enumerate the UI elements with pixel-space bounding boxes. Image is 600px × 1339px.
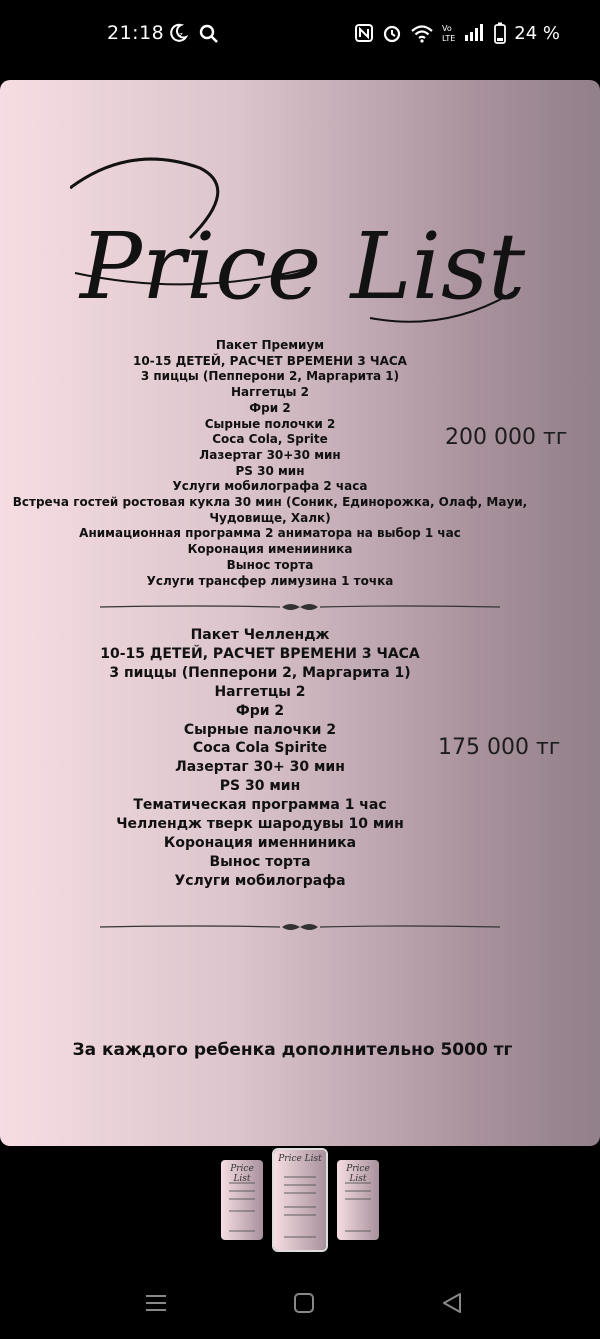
package-line: Анимационная программа 2 аниматора на выбор 1 час	[79, 526, 461, 541]
wifi-icon	[410, 23, 434, 43]
battery-percent: 24 %	[514, 22, 560, 44]
volte-icon	[442, 23, 456, 43]
moon-icon	[170, 23, 188, 47]
package-line: Лазертаг 30+ 30 мин	[175, 759, 345, 776]
package-line: Наггетцы 2	[214, 683, 306, 700]
package-line: Коронация именииника	[187, 542, 353, 557]
package-line: 3 пиццы (Пепперони 2, Маргарита 1)	[109, 664, 411, 681]
package-line: Вынос торта	[226, 557, 314, 572]
svg-text:LTE: LTE	[442, 34, 456, 43]
package-line: Лазертаг 30+30 мин	[199, 447, 341, 462]
nfc-icon	[354, 23, 374, 43]
status-bar	[0, 0, 600, 70]
package-line: PS 30 мин	[235, 463, 305, 478]
package-line: 10-15 ДЕТЕЙ, РАСЧЕТ ВРЕМЕНИ 3 ЧАСА	[133, 353, 407, 368]
thumbnail-3[interactable]	[337, 1160, 379, 1240]
package-line: Вынос торта	[209, 853, 311, 870]
svg-text:z: z	[179, 31, 183, 39]
alarm-icon	[382, 23, 402, 43]
package-line: Тематическая программа 1 час	[133, 797, 387, 814]
package-challenge	[20, 626, 500, 891]
thumbnail-strip	[0, 1150, 600, 1250]
search-icon	[199, 24, 219, 48]
package-line: Фри 2	[235, 702, 285, 719]
back-icon[interactable]	[441, 1292, 463, 1318]
home-icon[interactable]	[293, 1292, 315, 1318]
signal-icon	[464, 23, 486, 43]
package-line: Челлендж тверк шародувы 10 мин	[116, 816, 404, 833]
thumbnail-title: Price List	[230, 1164, 254, 1184]
thumbnail-2-selected[interactable]	[274, 1150, 326, 1250]
extra-child-note: За каждого ребенка дополнительно 5000 тг	[72, 1040, 513, 1060]
price-list-title-script	[70, 148, 540, 348]
package-line: PS 30 мин	[219, 778, 301, 795]
navigation-bar	[0, 1270, 600, 1339]
thumbnail-title: Price List	[346, 1164, 370, 1184]
package-line: Чудовище, Халк)	[209, 510, 331, 525]
package-line: Услуги мобилографа	[174, 872, 346, 889]
thumbnail-1[interactable]	[221, 1160, 263, 1240]
package-line: 3 пиццы (Пепперони 2, Маргарита 1)	[140, 369, 400, 384]
package-line: Пакет Челлендж	[190, 627, 330, 643]
status-time: 21:18	[107, 22, 165, 44]
package-line: Пакет Премиум	[215, 338, 325, 352]
battery-icon	[494, 22, 506, 44]
price-list-image[interactable]	[0, 80, 600, 1146]
package-premium	[0, 338, 540, 589]
package-line: Услуги трансфер лимузина 1 точка	[146, 573, 394, 588]
ornament-divider	[100, 920, 500, 934]
package-line: Сырные палочки 2	[183, 721, 337, 738]
svg-text:Vo: Vo	[442, 24, 453, 33]
package-line: 10-15 ДЕТЕЙ, РАСЧЕТ ВРЕМЕНИ 3 ЧАСА	[100, 645, 420, 662]
package-line: Coca Cola Spirite	[192, 740, 328, 757]
ornament-divider	[100, 600, 500, 614]
title-text: Price List	[80, 213, 526, 320]
package-line: Встреча гостей ростовая кукла 30 мин (Соник, Единорожка, Олаф, Мауи,	[12, 495, 528, 510]
package-line: Услуги мобилографа 2 часа	[172, 479, 368, 494]
thumbnail-title: Price List	[278, 1154, 322, 1164]
package-line: Сырные полочки 2	[204, 416, 336, 431]
package-line: Коронация именниника	[163, 834, 357, 851]
premium-price: 200 000 тг	[445, 425, 568, 450]
recent-apps-icon[interactable]	[145, 1292, 167, 1318]
package-line: Coca Cola, Sprite	[212, 432, 328, 447]
package-line: Фри 2	[249, 400, 291, 415]
challenge-price: 175 000 тг	[438, 735, 561, 760]
package-line: Наггетцы 2	[230, 385, 310, 400]
